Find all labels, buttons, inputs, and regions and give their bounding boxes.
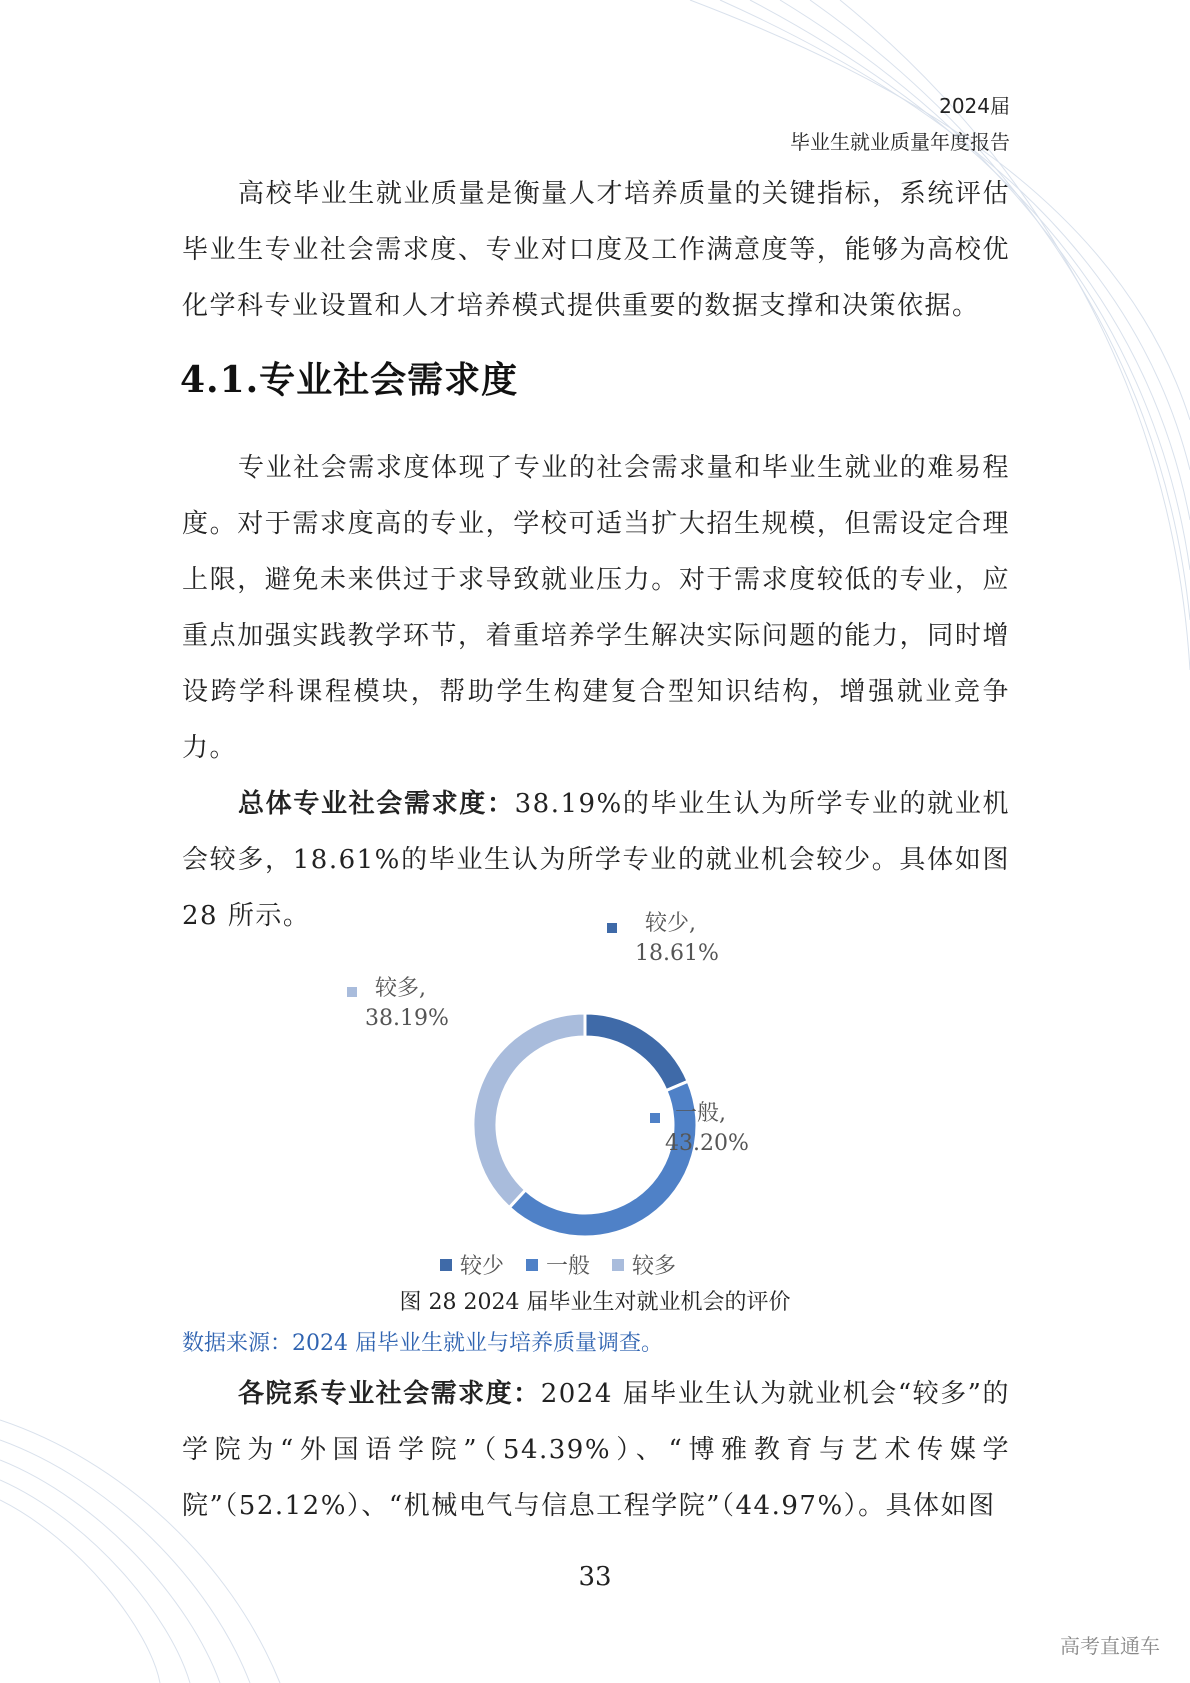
slice-label-marker-more [347,987,357,997]
legend-swatch-average [526,1259,538,1271]
slice-label-name-average: 一般, [675,1101,726,1126]
slice-label-value-fewer: 18.61% [635,941,719,966]
department-demand-text: 2024 届毕业生认为就业机会“较多”的学院为“外国语学院”（54.39%）、“博雅教育与艺术传媒学院”（52.12%）、“机械电气与信息工程学院”（44.97%）。具体如图 [182,1379,1010,1521]
donut-slice-more [473,1013,585,1208]
overall-demand-paragraph [182,776,1010,944]
intro-paragraph: 高校毕业生就业质量是衡量人才培养质量的关键指标，系统评估毕业生专业社会需求度、专业对口度及工作满意度等，能够为高校优化学科专业设置和人才培养模式提供重要的数据支撑和决策依据。 [182,179,1010,321]
slice-label-name-more: 较多, [375,976,426,1001]
legend-label-average: 一般 [546,1254,591,1279]
figure-caption: 图 28 2024 届毕业生对就业机会的评价 [399,1290,791,1315]
overall-demand-text: 38.19%的毕业生认为所学专业的就业机会较多，18.61%的毕业生认为所学专业的就业机会较少。具体如图 28 所示。 [182,789,1010,931]
department-demand-label: 各院系专业社会需求度： [238,1379,541,1409]
data-source: 数据来源：2024 届毕业生就业与培养质量调查。 [182,1331,663,1356]
demand-donut-chart [345,911,850,1279]
legend-swatch-more [612,1259,624,1271]
legend-swatch-fewer [440,1259,452,1271]
header-year: 2024届 [939,94,1010,118]
department-demand-paragraph [182,1366,1010,1534]
slice-label-value-more: 38.19% [365,1006,449,1031]
section-paragraph: 专业社会需求度体现了专业的社会需求量和毕业生就业的难易程度。对于需求度高的专业，学校可适当扩大招生规模，但需设定合理上限，避免未来供过于求导致就业压力。对于需求度较低的专业，应重点加强实践教学环节，着重培养学生解决实际问题的能力，同时增设跨学科课程模块，帮助学生构建复合型知识结构，增强就业竞争力。 [182,453,1010,763]
section-title: 4.1.专业社会需求度 [180,359,519,401]
slice-label-name-fewer: 较少, [645,911,696,936]
page-number: 33 [578,1562,612,1592]
overall-demand-label: 总体专业社会需求度： [238,789,515,819]
legend-label-fewer: 较少 [460,1254,505,1279]
donut-slice-average [509,1081,697,1237]
slice-label-marker-fewer [607,923,617,933]
slice-label-marker-average [650,1113,660,1123]
donut-slice-fewer [585,1013,688,1091]
header-title: 毕业生就业质量年度报告 [790,130,1010,154]
report-header [790,88,1010,160]
legend-label-more: 较多 [632,1254,677,1279]
watermark: 高考直通车 [1060,1634,1160,1658]
slice-label-value-average: 43.20% [665,1131,749,1156]
